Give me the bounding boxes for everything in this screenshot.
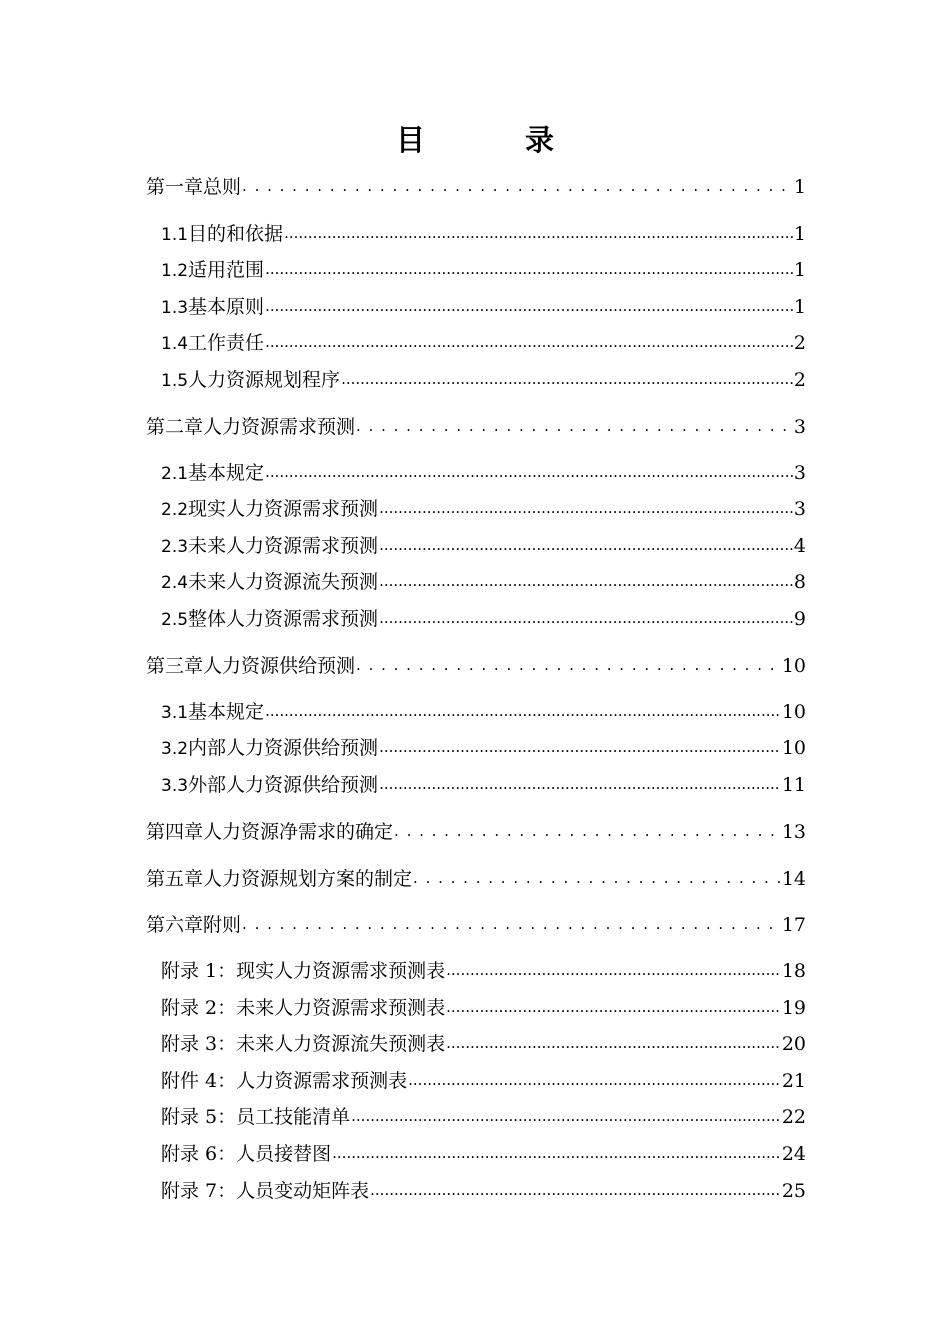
toc-dot-leader [242, 171, 793, 191]
toc-dot-leader [284, 218, 793, 238]
toc-page-number: 10 [781, 655, 806, 677]
toc-entry-chapter[interactable] [146, 651, 806, 681]
toc-entry-section[interactable] [161, 770, 806, 800]
toc-title-char-1: 目 [395, 123, 425, 157]
toc-entry-label: 人力资源规划方案的制定 [203, 868, 413, 890]
toc-entry-label: 附件 4：人力资源需求预测表 [161, 1070, 408, 1092]
toc-dot-leader [379, 732, 781, 752]
toc-entry-section[interactable] [161, 494, 806, 524]
toc-entry-label: 附录 2：未来人力资源需求预测表 [161, 997, 446, 1019]
toc-entry-number: 第二章 [146, 416, 204, 438]
toc-entry-section[interactable] [161, 697, 806, 727]
toc-entry-number: 2.4 [161, 573, 189, 593]
toc-entry-section[interactable] [161, 604, 806, 634]
toc-page-number: 1 [793, 176, 806, 198]
toc-dot-leader [351, 1101, 781, 1121]
toc-entry-label: 总则 [203, 176, 242, 198]
toc-entry-label: 附录 7：人员变动矩阵表 [161, 1180, 370, 1202]
toc-dot-leader [446, 1028, 781, 1048]
toc-entry-chapter[interactable] [146, 864, 806, 894]
toc-entry-section[interactable] [161, 219, 806, 249]
toc-dot-leader [265, 291, 793, 311]
toc-entry-section[interactable] [161, 255, 806, 285]
toc-dot-leader [379, 530, 793, 550]
toc-entry-label: 人力资源需求预测 [203, 416, 356, 438]
toc-entry-section[interactable] [161, 328, 806, 358]
toc-dot-leader [356, 650, 781, 670]
toc-page-number: 25 [781, 1180, 806, 1202]
toc-entry-chapter[interactable] [146, 172, 806, 202]
toc-dot-leader [332, 1138, 781, 1158]
toc-entry-label: 未来人力资源需求预测 [188, 535, 379, 557]
toc-page-number: 22 [781, 1106, 806, 1128]
toc-dot-leader [341, 364, 793, 384]
toc-entry-number: 1.3 [161, 298, 189, 318]
toc-entry-label: 附录 5：员工技能清单 [161, 1106, 351, 1128]
toc-page-number: 24 [781, 1143, 806, 1165]
toc-page-number: 19 [781, 997, 806, 1019]
toc-page-number: 3 [793, 416, 806, 438]
toc-entry-number: 第五章 [146, 868, 204, 890]
toc-entry-section[interactable] [161, 531, 806, 561]
toc-entry-section[interactable] [161, 567, 806, 597]
toc-entry-label: 附录 6：人员接替图 [161, 1143, 332, 1165]
toc-page-number: 8 [793, 571, 806, 593]
toc-page-number: 21 [781, 1070, 806, 1092]
toc-entry-appendix[interactable] [161, 1066, 806, 1096]
toc-entry-label: 现实人力资源需求预测 [188, 498, 379, 520]
toc-entry-label: 基本原则 [188, 296, 265, 318]
toc-entry-number: 第三章 [146, 655, 204, 677]
toc-page-number: 9 [793, 608, 806, 630]
toc-entry-section[interactable] [161, 365, 806, 395]
toc-dot-leader [265, 457, 793, 477]
toc-page-number: 1 [793, 223, 806, 245]
toc-dot-leader [379, 603, 793, 623]
toc-entry-number: 2.5 [161, 610, 189, 630]
toc-entry-label: 基本规定 [188, 701, 265, 723]
toc-page-number: 2 [793, 369, 806, 391]
toc-entry-label: 基本规定 [188, 462, 265, 484]
toc-page-number: 20 [781, 1033, 806, 1055]
toc-dot-leader [446, 992, 781, 1012]
toc-page-number: 2 [793, 332, 806, 354]
toc-dot-leader [379, 493, 793, 513]
toc-entry-number: 1.2 [161, 261, 189, 281]
toc-page-number: 3 [793, 462, 806, 484]
toc-entry-chapter[interactable] [146, 910, 806, 940]
toc-dot-leader [265, 696, 781, 716]
toc-dot-leader [356, 411, 793, 431]
toc-page-number: 14 [781, 868, 806, 890]
toc-entry-number: 第六章 [146, 914, 204, 936]
toc-page-number: 13 [781, 821, 806, 843]
toc-entry-label: 人力资源规划程序 [188, 369, 341, 391]
toc-page-number: 4 [793, 535, 806, 557]
toc-entry-label: 内部人力资源供给预测 [188, 737, 379, 759]
toc-entry-number: 2.2 [161, 500, 189, 520]
toc-entry-label: 附录 3：未来人力资源流失预测表 [161, 1033, 446, 1055]
toc-entry-label: 外部人力资源供给预测 [188, 774, 379, 796]
toc-dot-leader [265, 327, 793, 347]
toc-entry-label: 未来人力资源流失预测 [188, 571, 379, 593]
toc-page-number: 1 [793, 259, 806, 281]
toc-dot-leader [379, 566, 793, 586]
toc-page-number: 17 [781, 914, 806, 936]
toc-entry-appendix[interactable] [161, 956, 806, 986]
toc-page-number: 3 [793, 498, 806, 520]
toc-entry-label: 工作责任 [188, 332, 265, 354]
toc-page-number: 10 [781, 701, 806, 723]
toc-entry-number: 2.3 [161, 537, 189, 557]
toc-page-number: 1 [793, 296, 806, 318]
toc-dot-leader [265, 254, 793, 274]
toc-entry-label: 附则 [203, 914, 242, 936]
toc-entry-number: 2.1 [161, 464, 189, 484]
toc-page-number: 11 [781, 774, 806, 796]
toc-dot-leader [370, 1175, 781, 1195]
toc-page-number: 18 [781, 960, 806, 982]
toc-entry-number: 第四章 [146, 821, 204, 843]
toc-page-number: 10 [781, 737, 806, 759]
toc-entry-number: 第一章 [146, 176, 204, 198]
toc-entry-section[interactable] [161, 292, 806, 322]
toc-entry-number: 3.3 [161, 776, 189, 796]
toc-dot-leader [394, 816, 781, 836]
toc-entry-appendix[interactable] [161, 993, 806, 1023]
toc-dot-leader [379, 769, 781, 789]
toc-entry-appendix[interactable] [161, 1139, 806, 1169]
toc-entry-label: 人力资源供给预测 [203, 655, 356, 677]
toc-entry-section[interactable] [161, 733, 806, 763]
toc-entry-label: 整体人力资源需求预测 [188, 608, 379, 630]
toc-entry-number: 1.1 [161, 225, 189, 245]
toc-entry-label: 目的和依据 [188, 223, 284, 245]
toc-entry-appendix[interactable] [161, 1029, 806, 1059]
toc-entry-label: 附录 1：现实人力资源需求预测表 [161, 960, 446, 982]
toc-entry-number: 1.5 [161, 371, 189, 391]
toc-entry-chapter[interactable] [146, 412, 806, 442]
toc-entry-label: 适用范围 [188, 259, 265, 281]
toc-entry-number: 3.1 [161, 703, 189, 723]
toc-title-char-2: 录 [525, 123, 555, 157]
toc-entry-appendix[interactable] [161, 1176, 806, 1206]
toc-dot-leader [408, 1065, 781, 1085]
toc-entry-chapter[interactable] [146, 817, 806, 847]
toc-dot-leader [242, 909, 781, 929]
toc-dot-leader [413, 863, 781, 883]
toc-dot-leader [446, 955, 781, 975]
toc-entry-label: 人力资源净需求的确定 [203, 821, 394, 843]
toc-entry-appendix[interactable] [161, 1102, 806, 1132]
toc-entry-number: 1.4 [161, 334, 189, 354]
toc-entry-number: 3.2 [161, 739, 189, 759]
toc-entry-section[interactable] [161, 458, 806, 488]
